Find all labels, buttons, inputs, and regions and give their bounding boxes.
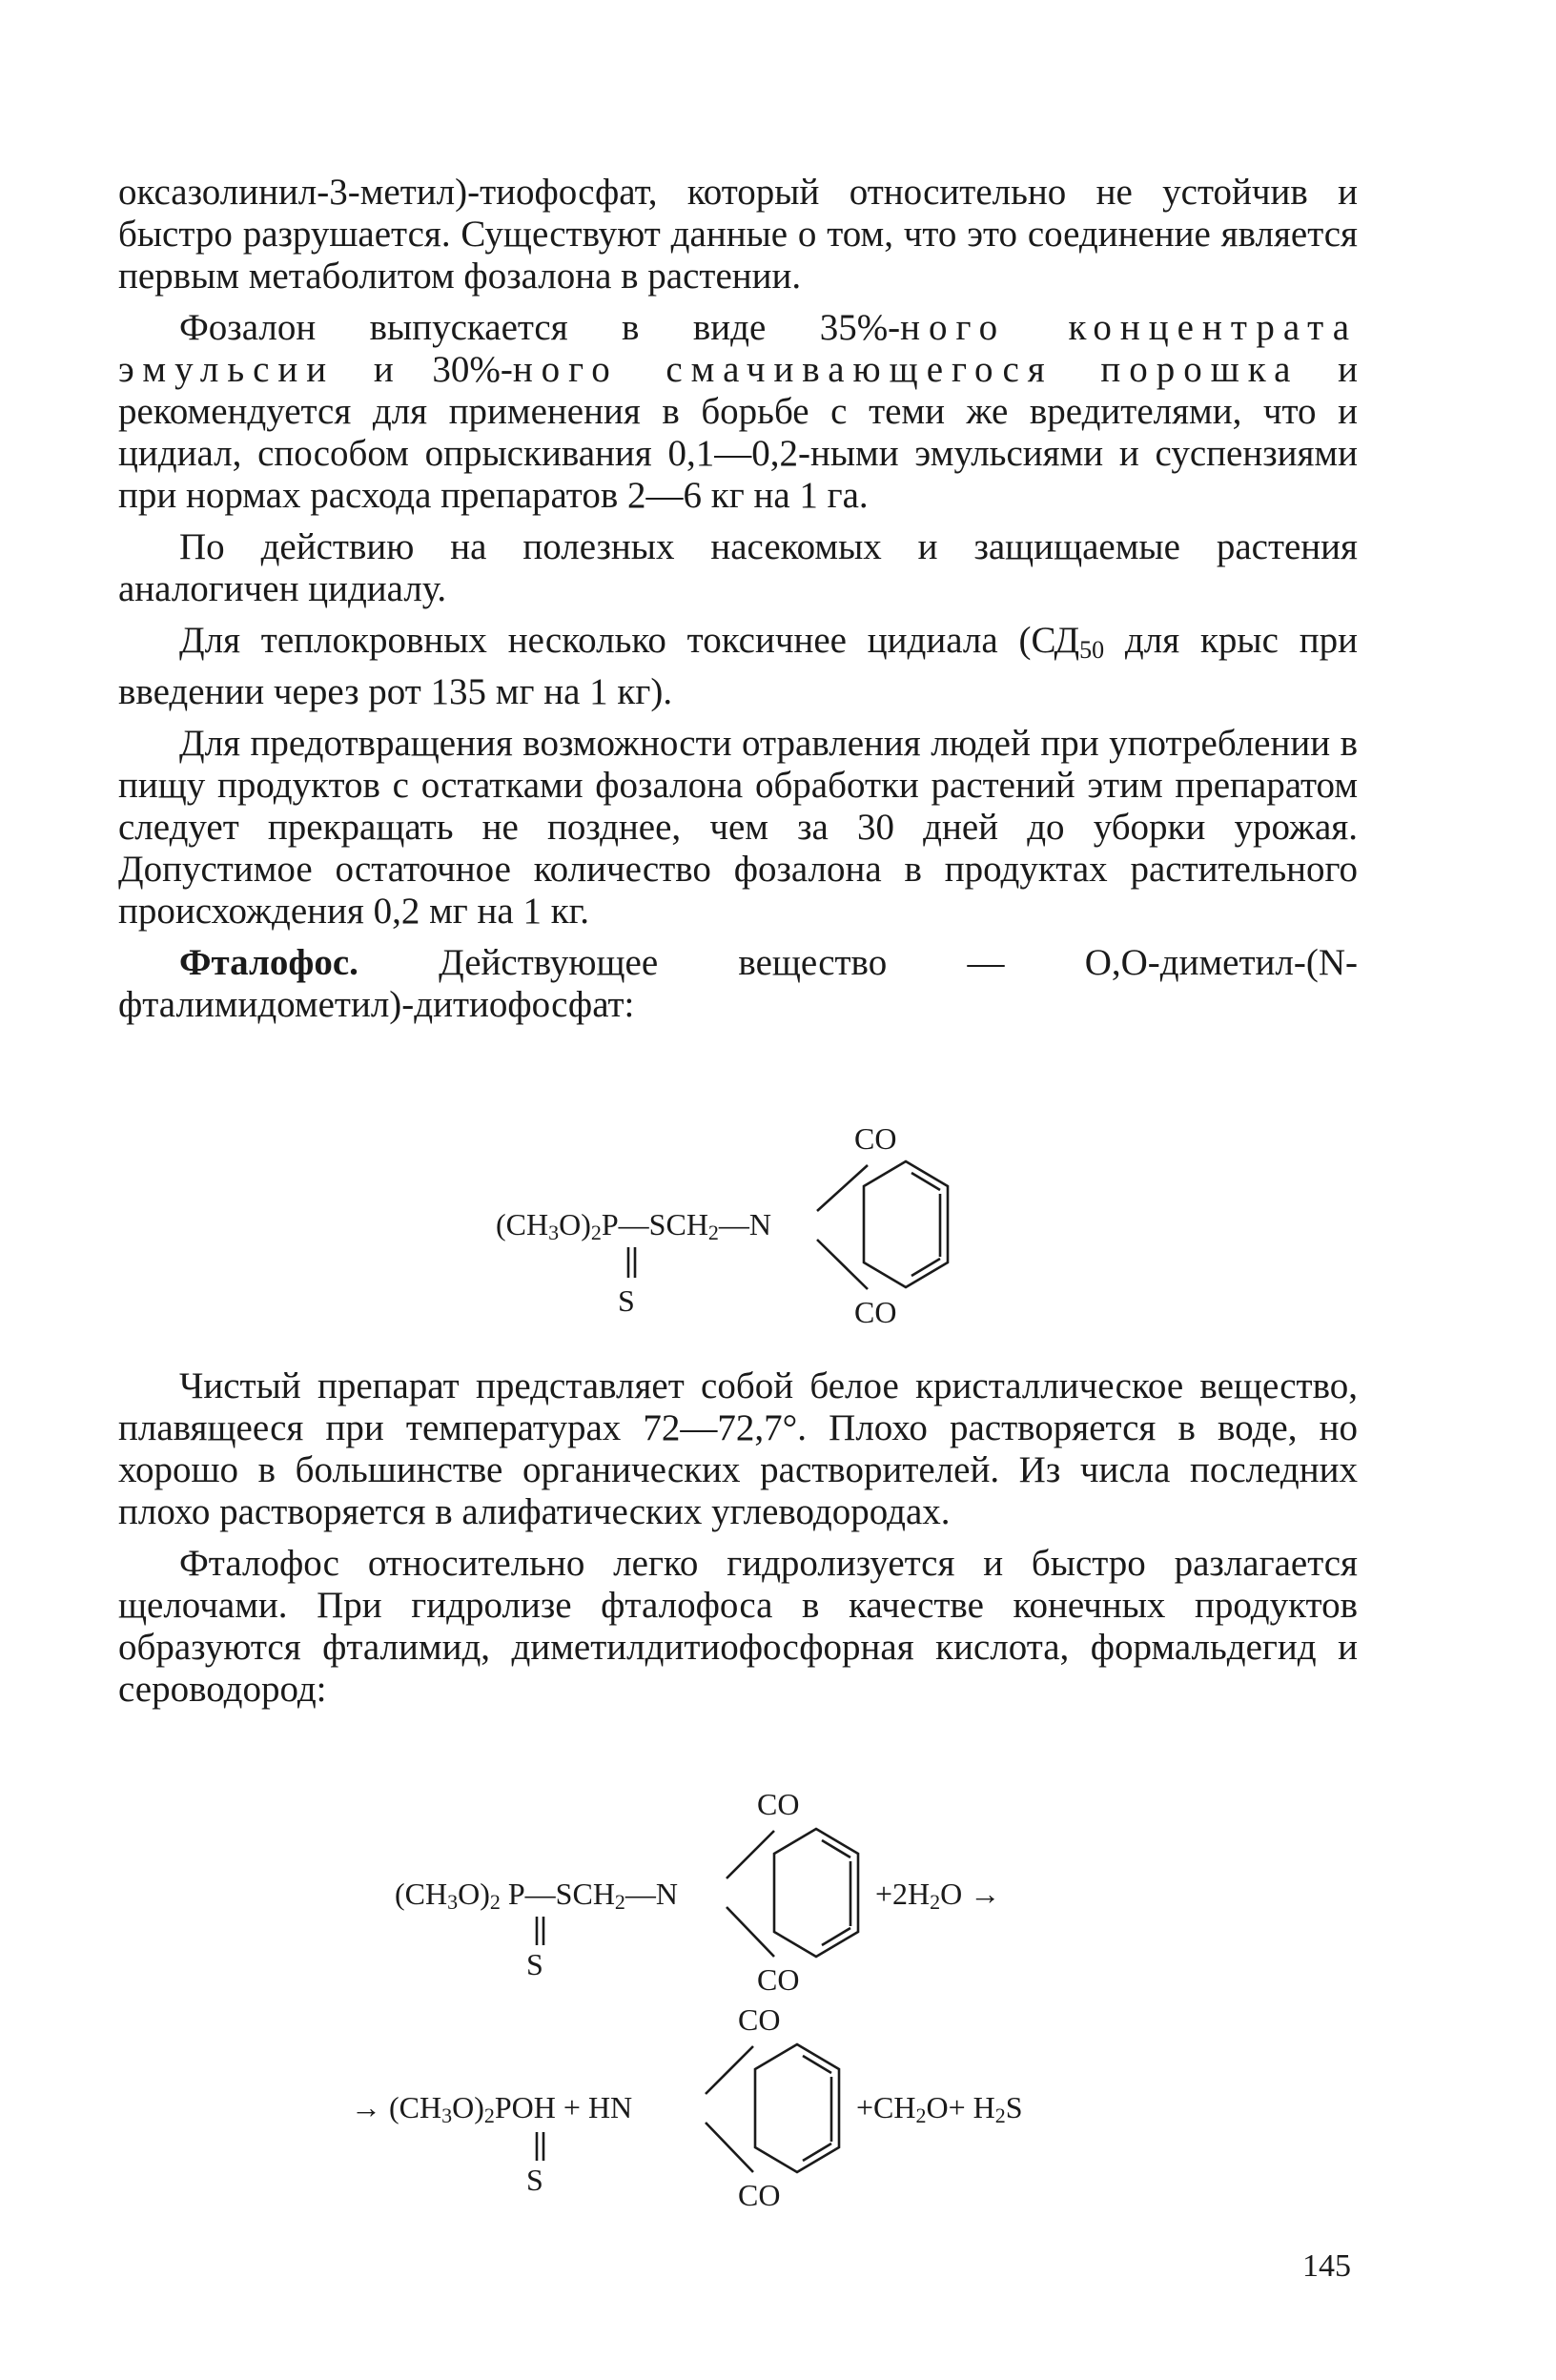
paragraph-4: Для теплокровных несколько токсичнее цидиала ($СД_{50}$ для крыс при введении через рот 135 мг на 1 кг).: [118, 620, 1358, 712]
co-top-label: CO: [854, 1121, 897, 1156]
products-formaldehyde-h2s: +CH2O+ H2S: [856, 2090, 1023, 2127]
co-bottom-label: CO: [854, 1295, 897, 1329]
sulfur-atom: S: [526, 2163, 543, 2197]
paragraph-7: Чистый препарат представляет собой белое кристаллическое вещество, плавящееся при температурах 72—72,7°. Плохо растворяется в воде, но хорошо в большинстве органических растворителей. Из числа последних плохо растворяется в алифатических углеводородах.: [118, 1365, 1358, 1532]
co-top-label: CO: [738, 2002, 781, 2037]
sulfur-atom: S: [526, 1947, 543, 1981]
paragraph-5: Для предотвращения возможности отравления людей при употреблении в пищу продуктов с остатками фозалона обработки растений этим препаратом следует прекращать не позднее, чем за 30 дней до уборки урожая. Допустимое остаточное количество фозалона в продуктах растительного происхождения 0,2 мг на 1 кг.: [118, 723, 1358, 932]
formula-main-chain: (CH3O)2P—SCH2—N: [496, 1207, 772, 1244]
formula-main-chain: → (CH3O)2POH + HN: [351, 2090, 633, 2127]
co-bottom-label: CO: [757, 1962, 800, 1997]
sulfur-atom: S: [618, 1283, 635, 1318]
formula-main-chain: (CH3O)2 P—SCH2—N: [395, 1877, 679, 1914]
paragraph-8: Фталофос относительно легко гидролизуется и быстро разлагается щелочами. При гидролизе фталофоса в качестве конечных продуктов образуются фталимид, диметилдитиофосфорная кислота, формальдегид и сероводород:: [118, 1543, 1358, 1710]
page-number: 145: [1302, 2248, 1351, 2284]
co-top-label: CO: [757, 1787, 800, 1821]
paragraph-2: Фозалон выпускается в виде 35%-ного концентрата эмульсии и 30%-ного смачивающегося порошка и рекомендуется для применения в борьбе с теми же вредителями, что и цидиал, способом опрыскивания 0,1—0,2-ными эмульсиями и суспензиями при нормах расхода препаратов 2—6 кг на 1 га.: [118, 307, 1359, 516]
reactant-water: +2H2O →: [875, 1877, 1001, 1914]
paragraph-3: По действию на полезных насекомых и защищаемые растения аналогичен цидиалу.: [118, 526, 1358, 609]
co-bottom-label: CO: [738, 2178, 781, 2212]
paragraph-1: оксазолинил-3-метил)-тиофосфат, который относительно не устойчив и быстро разрушается. Существуют данные о том, что это соединение является первым метаболитом фозалона в растении.: [118, 172, 1358, 297]
paragraph-6: Фталофос. Действующее вещество — О,О-диметил-(N-фталимидометил)-дитиофосфат:: [118, 942, 1358, 1025]
